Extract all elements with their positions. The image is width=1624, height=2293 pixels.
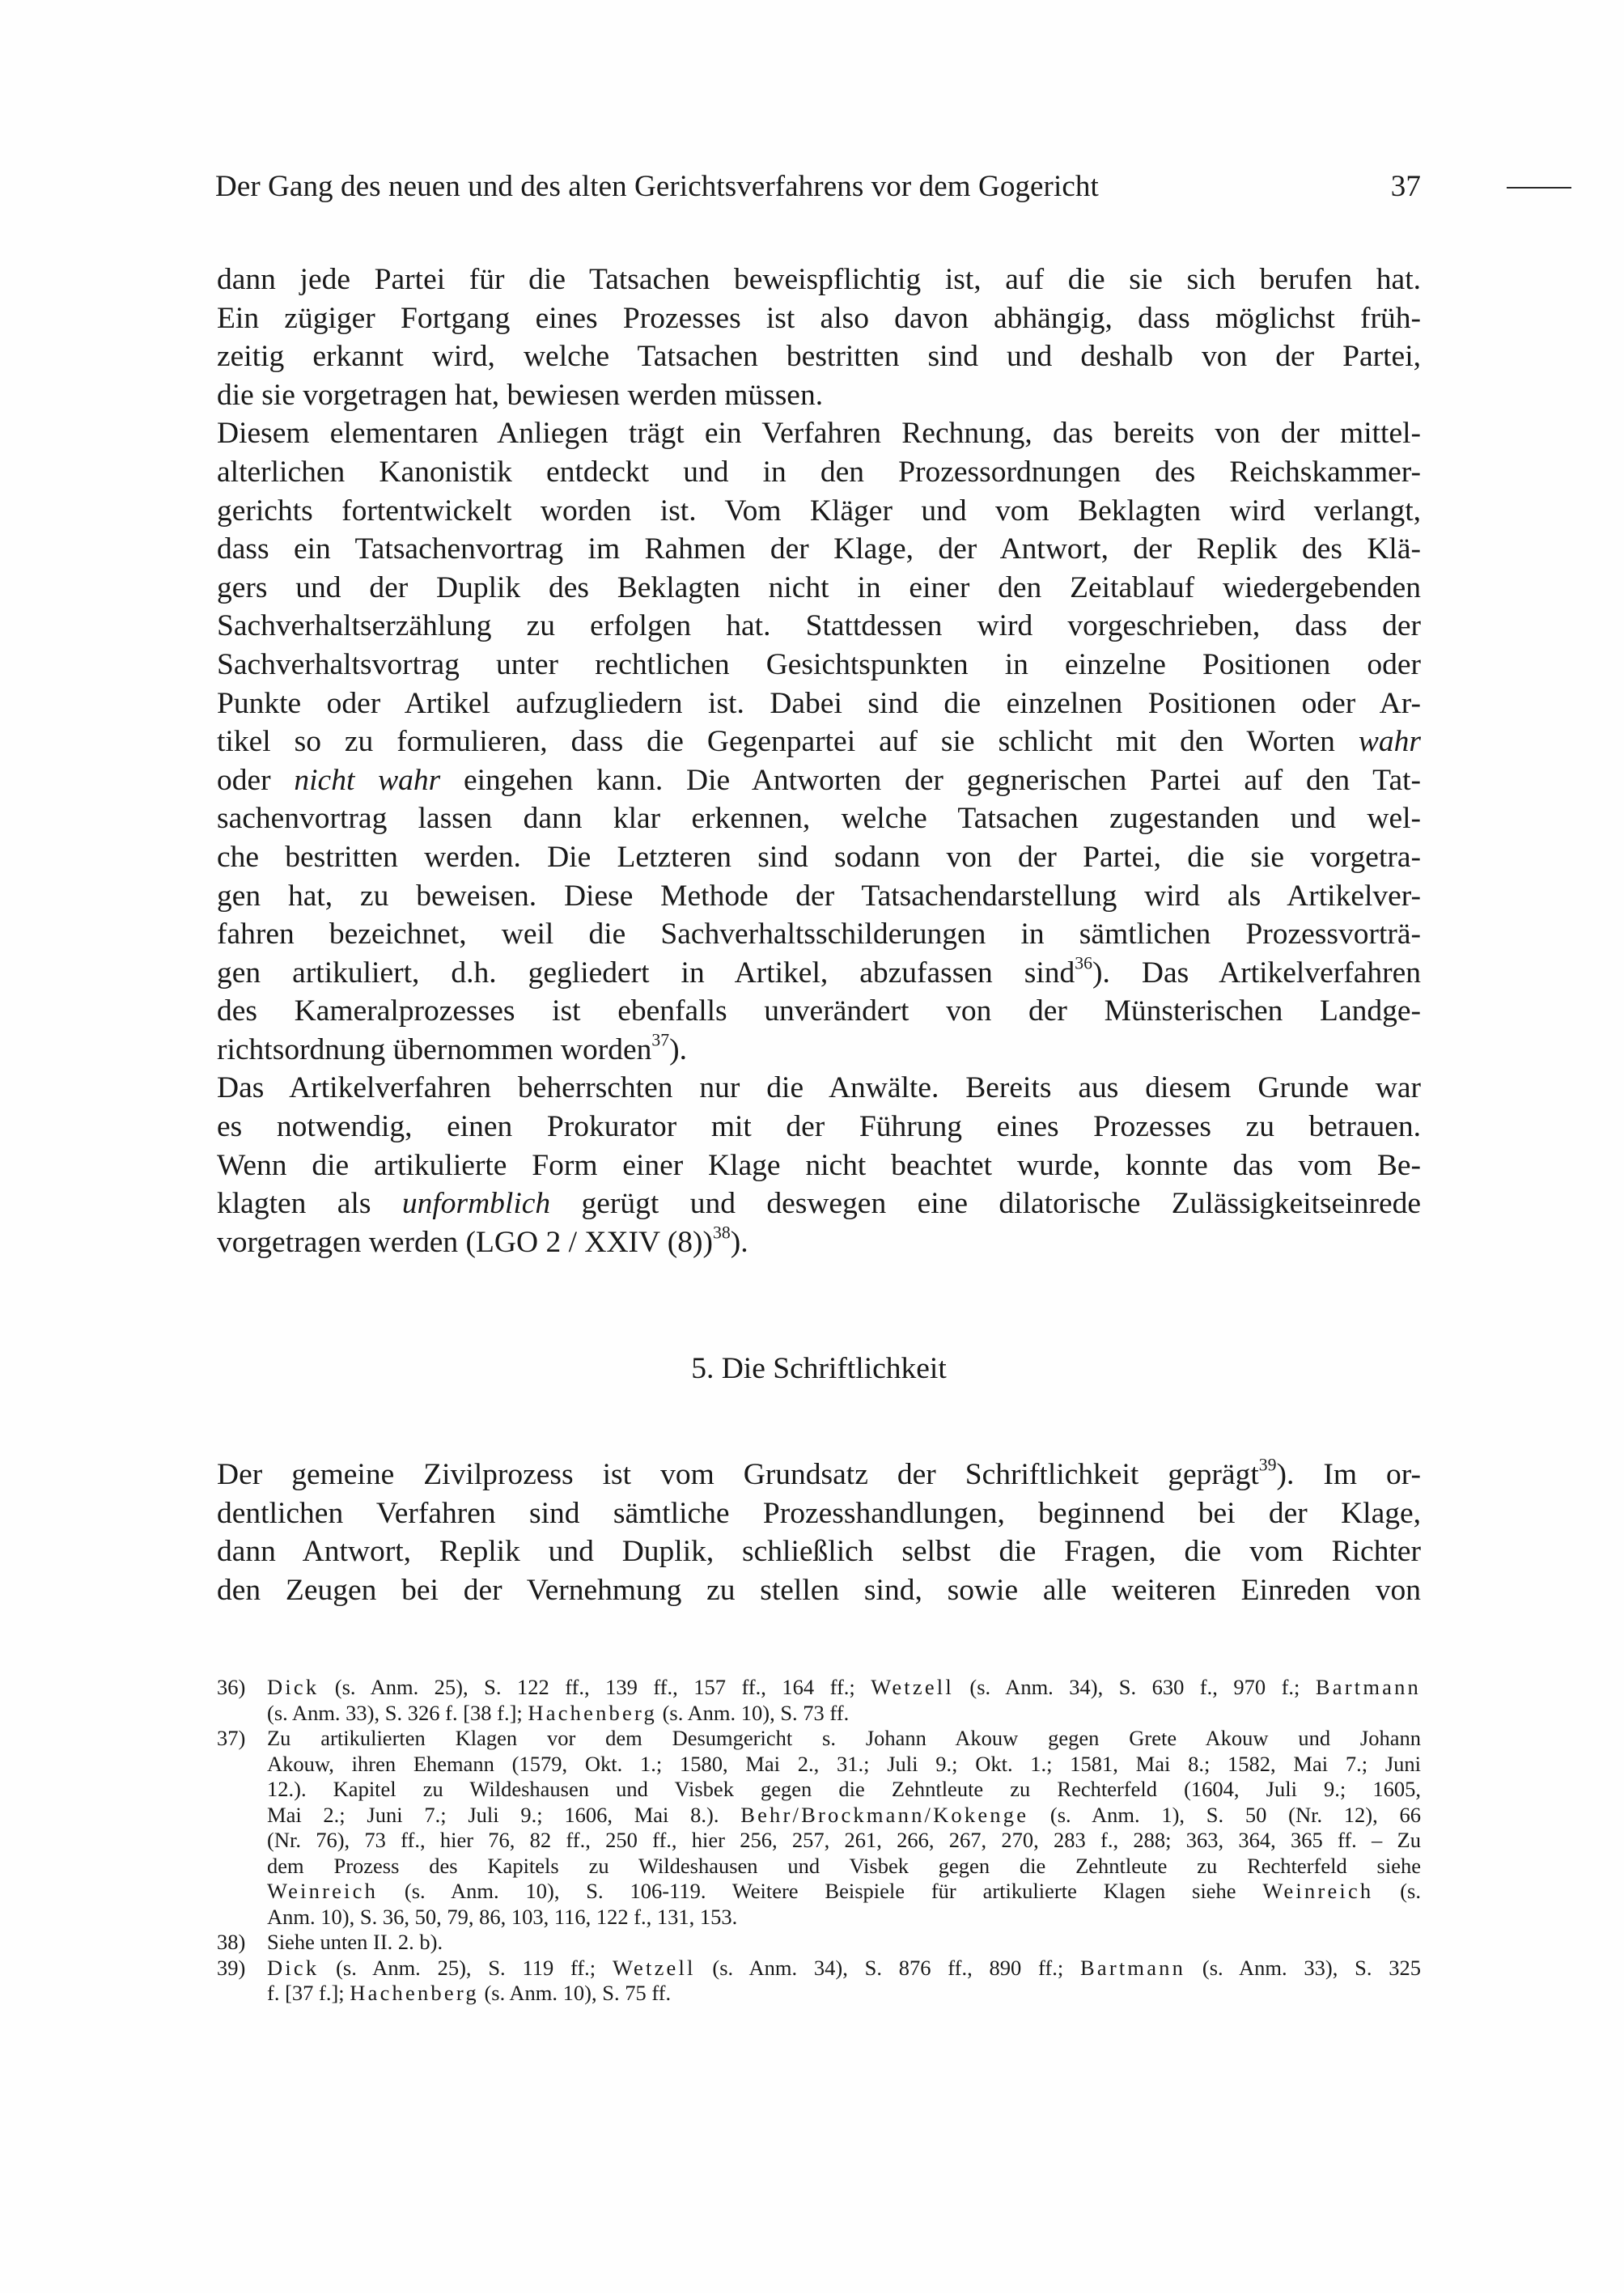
- footnote-ref-36[interactable]: 36: [1075, 953, 1093, 973]
- text-span: (s. Anm. 10), S. 106-119. Weitere Beispiele für artikulierte Klagen siehe: [378, 1879, 1263, 1903]
- text-span: oder: [217, 763, 295, 797]
- text-line: [217, 954, 1421, 993]
- running-head: [215, 167, 1421, 207]
- author-name: Weinreich: [267, 1879, 379, 1903]
- text-span: dem Prozess des Kapitels zu Wildeshausen und Visbek gegen die Zehntleute zu Rechterfeld siehe: [267, 1853, 1421, 1878]
- text-line: Ein zügiger Fortgang eines Prozesses ist also davon abhängig, dass möglichst früh-: [217, 301, 1421, 335]
- text-span: (s. Anm. 1), S. 50 (Nr. 12), 66: [1028, 1802, 1422, 1827]
- text-line: Sachverhaltserzählung zu erfolgen hat. Stattdessen wird vorgeschrieben, dass der: [217, 609, 1421, 643]
- text-span: Akouw, ihren Ehemann (1579, Okt. 1.; 1580, Mai 2., 31.; Juli 9.; Okt. 1.; 1581, Mai 8.; 1582, Mai 7.; Juni: [267, 1751, 1421, 1776]
- text-line: [217, 1223, 1421, 1262]
- footnote-number: 39): [217, 1955, 246, 1980]
- author-name: Bartmann: [1315, 1675, 1421, 1699]
- text-span: (s. Anm. 33), S. 326 f. [38 f.];: [267, 1700, 528, 1725]
- author-name: Bartmann: [1079, 1955, 1186, 1980]
- text-span: Der gemeine Zivilprozess ist vom Grundsatz der Schriftlichkeit geprägt: [217, 1458, 1259, 1491]
- footnote-line: [267, 1828, 1421, 1854]
- emphasis-wahr: wahr: [1358, 725, 1421, 759]
- text-span: Zu artikulierten Klagen vor dem Desumgericht s. Johann Akouw gegen Grete Akouw und Johann: [267, 1726, 1421, 1750]
- footnote-line: [267, 1879, 1421, 1905]
- author-name: Weinreich: [1262, 1879, 1374, 1903]
- footnote-line: [267, 1956, 1421, 1981]
- body-paragraph-schriftlichkeit: [217, 1456, 1421, 1609]
- text-line: dann Antwort, Replik und Duplik, schließlich selbst die Fragen, die vom Richter: [217, 1535, 1421, 1569]
- text-span: (s. Anm. 34), S. 876 ff., 890 ff.;: [695, 1955, 1080, 1980]
- text-span: f. [37 f.];: [267, 1981, 350, 2005]
- text-span: (s. Anm. 25), S. 119 ff.;: [319, 1955, 613, 1980]
- footnotes-section: [217, 1675, 1421, 2007]
- text-line: Wenn die artikulierte Form einer Klage nicht beachtet wurde, konnte das vom Be-: [217, 1148, 1421, 1182]
- text-line: gerichts fortentwickelt worden ist. Vom Kläger und vom Beklagten wird verlangt,: [217, 494, 1421, 528]
- footnote-line: [267, 1981, 1421, 2007]
- text-span: Anm. 10), S. 36, 50, 79, 86, 103, 116, 122 f., 131, 153.: [267, 1904, 738, 1929]
- text-span: tikel so zu formulieren, dass die Gegenpartei auf sie schlicht mit den Worten: [217, 725, 1359, 759]
- author-name: Wetzell: [612, 1955, 696, 1980]
- footnote-39: [217, 1956, 1421, 2007]
- text-line: [217, 1031, 1421, 1070]
- footnote-number: 36): [217, 1675, 246, 1699]
- author-name: Behr/Brockmann/Kokenge: [740, 1802, 1029, 1827]
- footnote-ref-38[interactable]: 38: [713, 1223, 731, 1243]
- text-span: (Nr. 76), 73 ff., hier 76, 82 ff., 250 ff., hier 256, 257, 261, 266, 267, 270, 283 f., 288; 363, 364, 365 ff. – Zu: [267, 1828, 1421, 1852]
- text-span: (s. Anm. 33), S. 325: [1185, 1955, 1421, 1980]
- running-head-title: Der Gang des neuen und des alten Gerichtsverfahrens vor dem Gogericht: [215, 170, 1099, 203]
- text-line: gers und der Duplik des Beklagten nicht in einer den Zeitablauf wiedergebenden: [217, 570, 1421, 604]
- footnote-line: [267, 1752, 1421, 1778]
- text-span: (s. Anm. 25), S. 122 ff., 139 ff., 157 ff., 164 ff.;: [319, 1675, 871, 1699]
- text-span: Siehe unten II. 2. b).: [267, 1930, 443, 1954]
- text-span: gerügt und deswegen eine dilatorische Zulässigkeitseinrede: [550, 1187, 1421, 1221]
- author-name: Dick: [267, 1955, 320, 1980]
- text-line: dass ein Tatsachenvortrag im Rahmen der Klage, der Antwort, der Replik des Klä-: [217, 532, 1421, 566]
- footnote-line: [267, 1777, 1421, 1803]
- running-head-separator: [1507, 187, 1571, 189]
- footnote-line: [267, 1854, 1421, 1880]
- text-span: klagten als: [217, 1187, 402, 1221]
- text-span: Mai 2.; Juni 7.; Juli 9.; 1606, Mai 8.).: [267, 1802, 741, 1827]
- text-line: es notwendig, einen Prokurator mit der Führung eines Prozesses zu betrauen.: [217, 1110, 1421, 1144]
- footnote-ref-39[interactable]: 39: [1258, 1455, 1277, 1475]
- text-line: zeitig erkannt wird, welche Tatsachen bestritten sind und deshalb von der Partei,: [217, 340, 1421, 374]
- footnote-number: 37): [217, 1726, 246, 1750]
- text-line: gen hat, zu beweisen. Diese Methode der Tatsachendarstellung wird als Artikelver-: [217, 879, 1421, 913]
- footnote-line: [267, 1726, 1421, 1752]
- text-span: 12.). Kapitel zu Wildeshausen und Visbek gegen die Zehntleute zu Rechterfeld (1604, Juli 9.; 1605,: [267, 1777, 1421, 1801]
- author-name: Wetzell: [871, 1675, 954, 1699]
- footnote-36: [217, 1675, 1421, 1726]
- footnote-line: [267, 1930, 1421, 1956]
- footnote-line: [267, 1905, 1421, 1931]
- text-line: sachenvortrag lassen dann klar erkennen, welche Tatsachen zugestanden und wel-: [217, 802, 1421, 836]
- text-line: [217, 761, 1421, 800]
- text-span: (s. Anm. 10), S. 75 ff.: [478, 1981, 672, 2005]
- emphasis-unformblich: unformblich: [401, 1187, 551, 1221]
- author-name: Dick: [267, 1675, 320, 1699]
- text-line: [217, 723, 1421, 761]
- text-line: [217, 1456, 1421, 1494]
- text-span: ).: [730, 1225, 748, 1259]
- text-line: [217, 1185, 1421, 1223]
- footnote-ref-37[interactable]: 37: [651, 1030, 670, 1050]
- emphasis-nicht-wahr: nicht wahr: [294, 763, 441, 797]
- text-span: richtsordnung übernommen worden: [217, 1032, 652, 1066]
- text-line: fahren bezeichnet, weil die Sachverhaltsschilderungen in sämtlichen Prozessvorträ-: [217, 918, 1421, 952]
- footnote-line: [267, 1675, 1421, 1701]
- text-line: des Kameralprozesses ist ebenfalls unverändert von der Münsterischen Landge-: [217, 994, 1421, 1028]
- text-line: che bestritten werden. Die Letzteren sind sodann von der Partei, die sie vorgetra-: [217, 840, 1421, 874]
- text-line: dentlichen Verfahren sind sämtliche Prozesshandlungen, beginnend bei der Klage,: [217, 1496, 1421, 1530]
- section-heading: 5. Die Schriftlichkeit: [691, 1352, 947, 1385]
- footnote-37: [217, 1726, 1421, 1930]
- text-span: (s.: [1373, 1879, 1421, 1903]
- text-line: alterlichen Kanonistik entdeckt und in den Prozessordnungen des Reichskammer-: [217, 455, 1421, 489]
- text-line: Das Artikelverfahren beherrschten nur die Anwälte. Bereits aus diesem Grunde war: [217, 1071, 1421, 1105]
- text-line: Sachverhaltsvortrag unter rechtlichen Gesichtspunkten in einzelne Positionen oder: [217, 647, 1421, 681]
- footnote-number: 38): [217, 1930, 246, 1954]
- text-span: (s. Anm. 34), S. 630 f., 970 f.;: [953, 1675, 1316, 1699]
- page-number: 37: [1390, 170, 1421, 203]
- author-name: Hachenberg: [528, 1700, 657, 1725]
- text-line: dann jede Partei für die Tatsachen beweispflichtig ist, auf die sie sich berufen hat.: [217, 263, 1421, 296]
- text-span: vorgetragen werden (LGO 2 / XXIV (8)): [217, 1225, 714, 1259]
- author-name: Hachenberg: [350, 1981, 479, 2005]
- text-line: den Zeugen bei der Vernehmung zu stellen sind, sowie alle weiteren Einreden von: [217, 1573, 1421, 1607]
- text-line: die sie vorgetragen hat, bewiesen werden müssen.: [217, 378, 824, 412]
- text-span: (s. Anm. 10), S. 73 ff.: [656, 1700, 850, 1725]
- text-span: gen artikuliert, d.h. gegliedert in Artikel, abzufassen sind: [217, 956, 1075, 990]
- body-paragraphs-block: [217, 261, 1421, 1261]
- text-span: eingehen kann. Die Antworten der gegnerischen Partei auf den Tat-: [440, 763, 1421, 797]
- text-line: Diesem elementaren Anliegen trägt ein Verfahren Rechnung, das bereits von der mittel-: [217, 417, 1421, 451]
- text-span: ). Das Artikelverfahren: [1092, 956, 1421, 990]
- text-line: Punkte oder Artikel aufzugliedern ist. Dabei sind die einzelnen Positionen oder Ar-: [217, 686, 1421, 720]
- footnote-line: [267, 1701, 1421, 1727]
- text-span: ).: [669, 1032, 688, 1066]
- text-span: ). Im or-: [1276, 1458, 1421, 1491]
- footnote-38: [217, 1930, 1421, 1956]
- footnote-line: [267, 1803, 1421, 1829]
